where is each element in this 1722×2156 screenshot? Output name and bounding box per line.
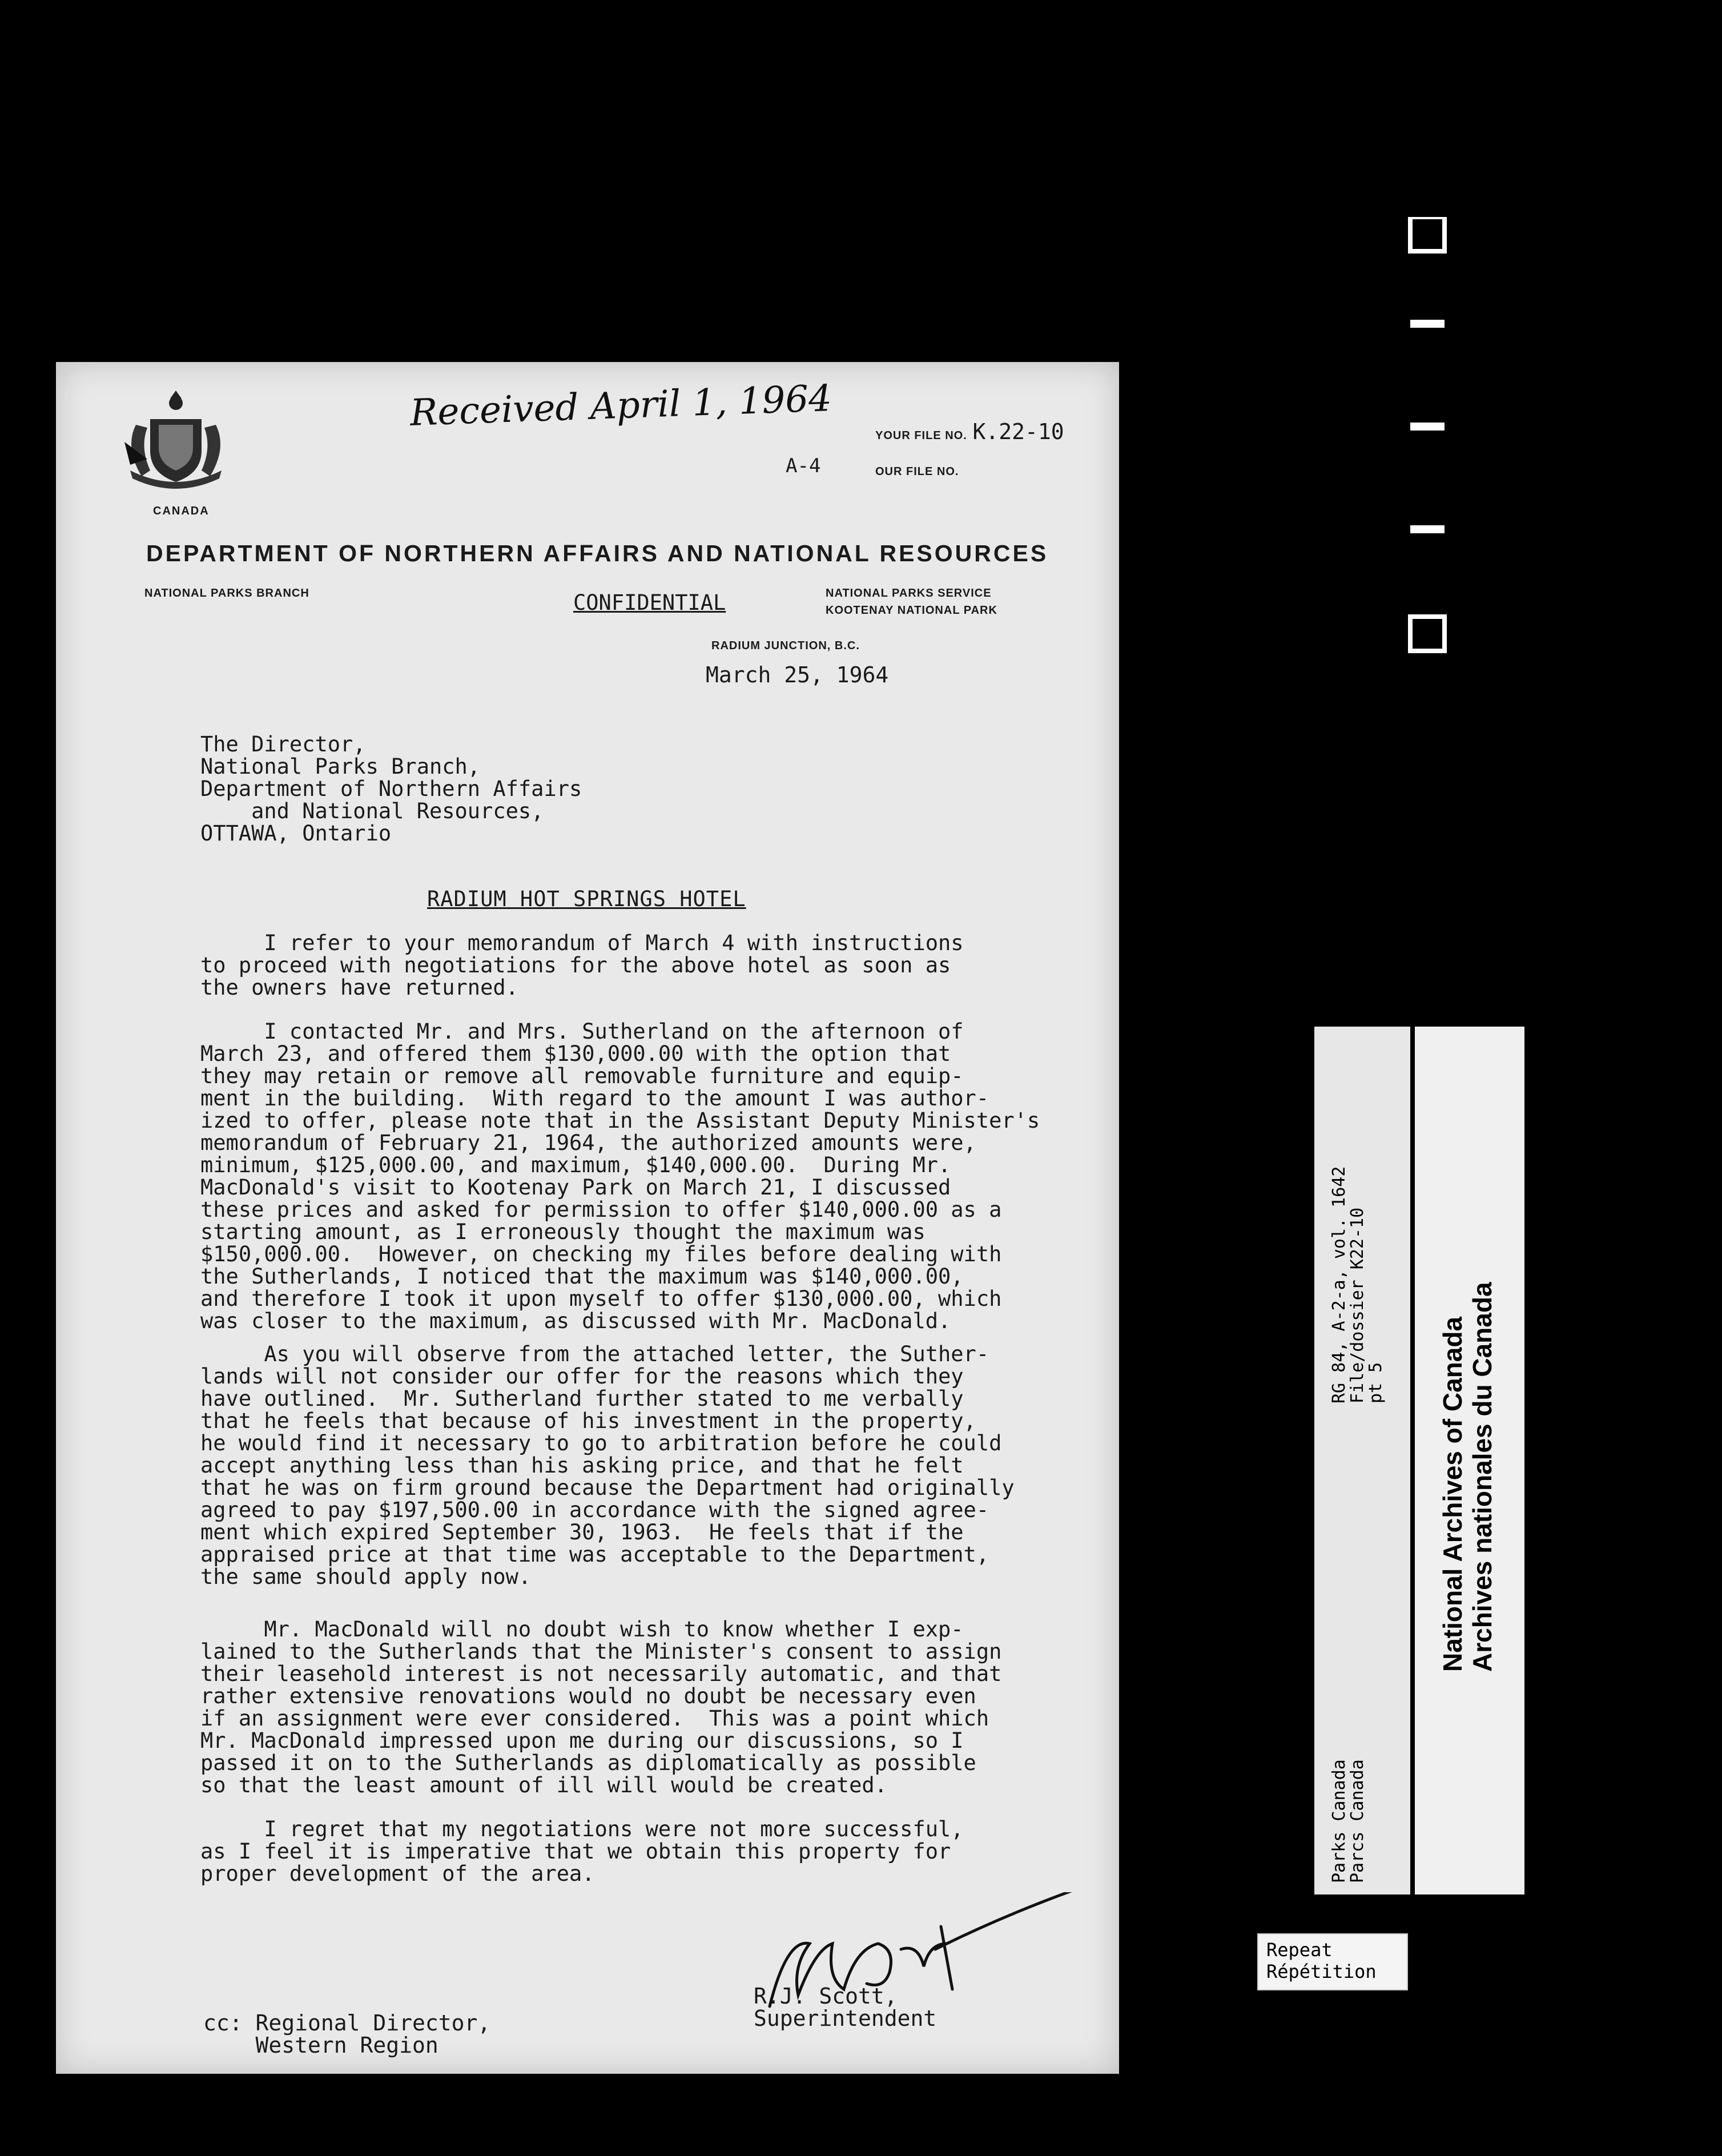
paragraph-4: Mr. MacDonald will no doubt wish to know whether I exp- lained to the Sutherlands that the Minister's consent to assign their leasehold interest is not necessarily automatic, and that rather extensive renovations would no doubt be necessary even if an assignment were ever considered. This was a point which Mr. MacDonald impressed upon me during our discussions, so I passed it on to the Sutherlands as diplomatically as possible so that the least amount of ill will would be created. xyxy=(200,1617,1002,1797)
service-block xyxy=(826,585,997,619)
your-file-label: YOUR FILE NO. xyxy=(875,429,967,442)
canada-crest-icon xyxy=(119,385,233,499)
service-line-2: KOOTENAY NATIONAL PARK xyxy=(826,604,997,617)
subject-heading: RADIUM HOT SPRINGS HOTEL xyxy=(427,887,746,911)
paragraph-1: I refer to your memorandum of March 4 with instructions to proceed with negotiations for the above hotel as soon as the owners have returned. xyxy=(200,931,964,1000)
frame-marker-icon xyxy=(1387,217,1467,674)
paragraph-3: As you will observe from the attached letter, the Suther- lands will not consider our offer for the reasons which they have outlined. Mr. Sutherland further stated to me verbally that he feels that because of his investment in the property, he would find it necessary to go to arbitration before he could accept anything less than his asking price, and that he felt that he was on firm ground because the Department had originally agreed to pay $197,500.00 in accordance with the signed agree- ment which expired September 30, 1963. He feels that if the appraised price at that time was acceptable to the Department, the same should apply now. xyxy=(200,1342,1015,1589)
your-file-line xyxy=(875,419,1064,444)
letter-date: March 25, 1964 xyxy=(706,662,889,687)
recipient-address: The Director, National Parks Branch, Department of Northern Affairs and National Resources, OTTAWA, Ontario xyxy=(200,732,582,846)
department-heading: DEPARTMENT OF NORTHERN AFFAIRS AND NATIONAL RESOURCES xyxy=(146,540,1049,566)
letter-page xyxy=(56,362,1119,2074)
received-note: Received April 1, 1964 xyxy=(409,377,833,435)
paragraph-2: I contacted Mr. and Mrs. Sutherland on the afternoon of March 23, and offered them $130,000.00 with the option that they may retain or remove all removable furniture and equip- ment in the building. With regard to the amount I was author- ized to offer, please note that in the Assistant Deputy Minister's memorandum of February 21, 1964, the authorized amounts were, minimum, $125,000.00, and maximum, $140,000.00. During Mr. MacDonald's visit to Kootenay Park on March 21, I discussed these prices and asked for permission to offer $140,000.00 as a starting amount, as I erroneously thought the maximum was $150,000.00. However, on checking my files before dealing with the Sutherlands, I noticed that the maximum was $140,000.00, and therefore I took it upon myself to offer $130,000.00, which was closer to the maximum, as discussed with Mr. MacDonald. xyxy=(200,1019,1040,1333)
archive-institution-strip xyxy=(1415,1027,1524,1894)
branch-left: NATIONAL PARKS BRANCH xyxy=(144,587,309,600)
archive-reference: RG 84, A-2-a, vol. 1642 File/dossier K22-10 pt 5 xyxy=(1329,1166,1386,1403)
repeat-text: Repeat Répétition xyxy=(1266,1939,1377,1982)
repeat-label xyxy=(1257,1933,1408,1990)
cc-line: cc: Regional Director, Western Region xyxy=(203,2010,491,2058)
file-reference: A-4 xyxy=(786,454,821,477)
our-file-label: OUR FILE NO. xyxy=(875,465,959,478)
archive-institution: National Archives of Canada Archives nationales du Canada xyxy=(1438,1282,1497,1672)
archive-creator: Parks Canada Parcs Canada xyxy=(1329,1759,1367,1883)
your-file-value: K.22-10 xyxy=(972,419,1064,444)
paragraph-5: I regret that my negotiations were not more successful, as I feel it is imperative that we obtain this property for proper development of the area. xyxy=(200,1817,964,1886)
archive-reference-strip xyxy=(1314,1027,1410,1894)
crest-label: CANADA xyxy=(153,505,210,517)
service-line-1: NATIONAL PARKS SERVICE xyxy=(826,587,992,600)
place: RADIUM JUNCTION, B.C. xyxy=(711,639,860,652)
signature-name: R.J. Scott, xyxy=(754,1984,898,2009)
classification: CONFIDENTIAL xyxy=(573,590,726,615)
signature-title: Superintendent xyxy=(754,2006,937,2031)
